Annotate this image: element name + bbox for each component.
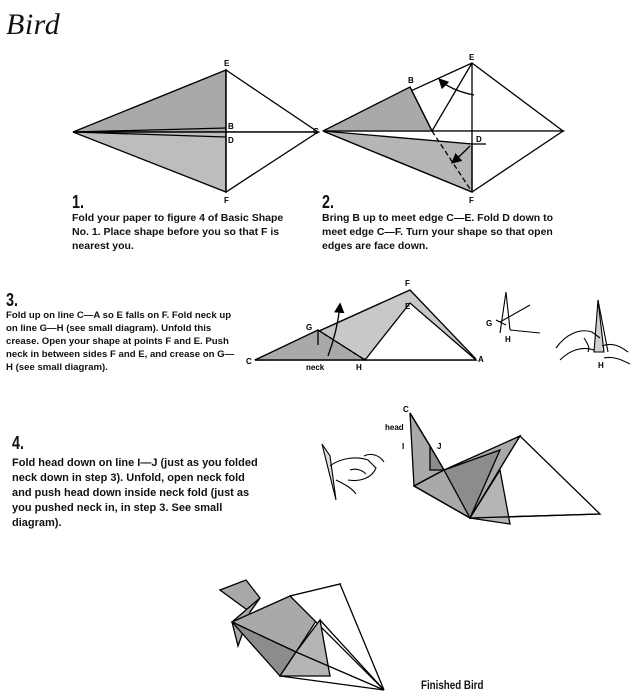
fig3-label-neck: neck	[306, 363, 325, 372]
fig1-lower-flap	[73, 132, 226, 192]
fig3-label-g: G	[306, 323, 313, 332]
fig4-label-head: head	[385, 423, 404, 432]
figure-4	[385, 405, 600, 524]
fig3-label-f: F	[405, 279, 410, 288]
step-2-text: Bring B up to meet edge C—E. Fold D down to meet edge C—F. Turn your shape so that open edges are face down.	[322, 212, 553, 252]
figure-3	[246, 279, 484, 372]
figure-1	[73, 59, 318, 205]
fig3-label-e: E	[405, 302, 411, 311]
fig1-right-upper	[226, 70, 318, 132]
fig4-label-c: C	[403, 405, 409, 414]
fig4-label-j: J	[437, 442, 442, 451]
fig2-label-d: D	[476, 135, 482, 144]
fig1-label-b: B	[228, 122, 234, 131]
step-1-text: Fold your paper to figure 4 of Basic Shape No. 1. Place shape before you so that F is nearest you.	[72, 212, 284, 252]
fig3-label-c: C	[246, 357, 252, 366]
fig3s-label-g: G	[486, 319, 493, 328]
fig3s-label-h2: H	[598, 361, 604, 370]
finished-bird-label: Finished Bird	[421, 680, 484, 692]
step-4-text: Fold head down on line I—J (just as you folded neck down in step 3). Unfold, open neck fold and push head down inside neck fold (just as you pushed neck in, in step 3. See small diagram).	[12, 457, 258, 529]
fig2-label-e: E	[469, 53, 475, 62]
fig1-right-lower	[226, 132, 318, 192]
fig1-label-f: F	[224, 196, 229, 205]
fig3-label-h: H	[356, 363, 362, 372]
step-2-number: 2.	[322, 192, 335, 212]
figure-2	[313, 53, 563, 205]
page-title: Bird	[6, 8, 61, 41]
fig4-label-i: I	[402, 442, 405, 451]
step-3-text: Fold up on line C—A so E falls on F. Fold neck up on line G—H (see small diagram). Unfold this crease. Open your shape at points F and E. Push neck in between sides F and E, and crease on G—H (see small diagram).	[6, 310, 235, 373]
fig2-label-f: F	[469, 196, 474, 205]
figure-3-small	[486, 292, 630, 370]
fig1-label-d: D	[228, 136, 234, 145]
fig2-label-c: C	[313, 127, 319, 136]
step-4-number: 4.	[12, 433, 25, 453]
fig3s-label-h: H	[505, 335, 511, 344]
step-3-number: 3.	[6, 290, 19, 310]
step-1-number: 1.	[72, 192, 85, 212]
fig2-label-b: B	[408, 76, 414, 85]
figure-4-hand	[322, 444, 384, 500]
fig3-label-a: A	[478, 355, 484, 364]
fig1-label-e: E	[224, 59, 230, 68]
finished-bird	[220, 580, 384, 690]
fig1-shaded-flap	[73, 70, 226, 132]
